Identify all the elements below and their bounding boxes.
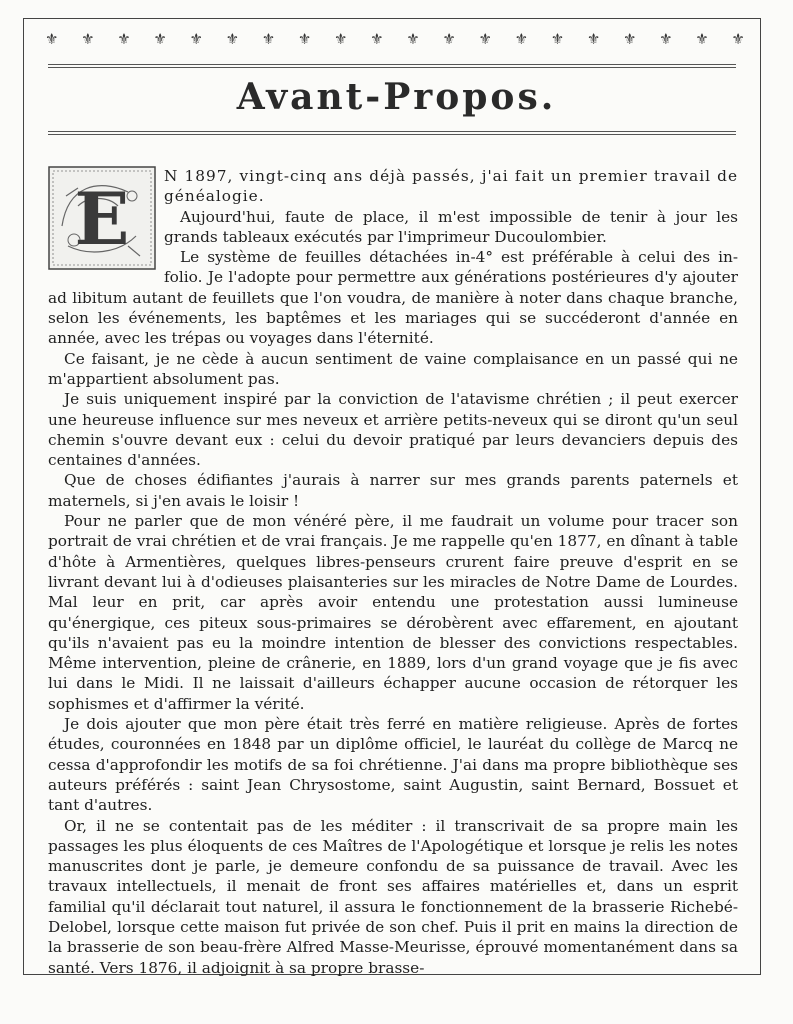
paragraph: Je dois ajouter que mon père était très ferré en matière religieuse. Après de fortes études, couronnées en 1848 par un diplôme officiel, le lauréat du collège de Marcq ne cessa d'approfondir les motifs de sa foi chrétienne. J'ai dans ma propre bibliothèque ses auteurs préférés : saint Jean Chrysostome, saint Augustin, saint Bernard, Bossuet et tant d'autres. <box>48 715 738 815</box>
paragraph: Pour ne parler que de mon vénéré père, il me faudrait un volume pour tracer son portrait de vrai chrétien et de vrai français. Je me rappelle qu'en 1877, en dînant à table d'hôte à Armentières, quelques libres-penseurs crurent faire preuve d'esprit en se livrant devant lui à d'odieuses plaisanteries sur les miracles de Notre Dame de Lourdes. Mal leur en prit, car après avoir entendu une protestation aussi lumineuse qu'énergique, ces piteux sous-primaires se dérobèrent avec effarement, en ajoutant qu'ils n'avaient pas eu la moindre intention de blesser des convictions respectables. Même intervention, pleine de crânerie, en 1889, lors d'un grand voyage que je fis avec lui dans le Midi. Il ne laissait d'ailleurs échapper aucune occasion de rétorquer les sophismes et d'affirmer la vérité. <box>48 512 738 713</box>
fleur-de-lis-icon: ⚜ <box>586 30 601 48</box>
drop-cap-letter: E <box>74 176 130 261</box>
paragraph: Ce faisant, je ne cède à aucun sentiment de vaine complaisance en un passé qui ne m'appartient absolument pas. <box>48 349 738 388</box>
title-rule-bottom <box>48 131 736 132</box>
title-rule-top <box>48 64 736 65</box>
fleur-de-lis-icon: ⚜ <box>442 30 456 48</box>
fleur-de-lis-icon: ⚜ <box>189 30 203 48</box>
fleur-de-lis-icon: ⚜ <box>81 30 95 48</box>
paragraph: Le système de feuilles détachées in-4° est préférable à celui des in-folio. Je l'adopte pour permettre aux générations postérieures d'y ajouter ad libitum autant de feuillets que l'on voudra, de manière à noter dans chaque branche, selon les événements, les baptêmes et les mariages qui se succéderont d'année en année, avec les trépas ou voyages dans l'éternité. <box>48 248 738 348</box>
paragraph: Je suis uniquement inspiré par la conviction de l'atavisme chrétien ; il peut exercer une heureuse influence sur mes neveux et arrière petits-neveux qui se diront qu'un seul chemin s'ouvre devant eux : celui du devoir pratiqué par leurs devanciers depuis des centaines d'années. <box>48 390 738 470</box>
fleur-de-lis-icon: ⚜ <box>406 30 420 48</box>
fleur-de-lis-icon: ⚜ <box>297 30 312 48</box>
body-text <box>48 166 738 978</box>
title-rule-top-2 <box>48 67 736 68</box>
fleur-de-lis-icon: ⚜ <box>659 30 673 48</box>
fleur-de-lis-icon: ⚜ <box>731 30 745 48</box>
drop-cap-ornament <box>48 166 156 270</box>
title-rule-bottom-2 <box>48 134 736 135</box>
fleur-de-lis-icon: ⚜ <box>334 30 348 48</box>
fleur-de-lis-icon: ⚜ <box>623 30 637 48</box>
fleur-de-lis-icon: ⚜ <box>550 30 565 48</box>
fleur-de-lis-border <box>45 30 745 48</box>
paragraph: Or, il ne se contentait pas de les méditer : il transcrivait de sa propre main les passages les plus éloquents de ces Maîtres de l'Apologétique et lorsque je relis les notes manuscrites dont je parle, je demeure confondu de sa puissance de travail. Avec les travaux intellectuels, il menait de front ses affaires matérielles et, dans un esprit familial qu'il déclarait tout naturel, il assura le fonctionnement de la brasserie Richebé-Delobel, lorsque cette maison fut privée de son chef. Puis il prit en mains la direction de la brasserie de son beau-frère Alfred Masse-Meurisse, éprouvé momentanément dans sa santé. Vers 1876, il adjoignit à sa propre brasse- <box>48 816 738 977</box>
fleur-de-lis-icon: ⚜ <box>225 30 240 48</box>
paragraph: Aujourd'hui, faute de place, il m'est impossible de tenir à jour les grands tableaux exécutés par l'imprimeur Ducoulombier. <box>164 207 738 246</box>
fleur-de-lis-icon: ⚜ <box>45 30 59 48</box>
paragraph: N 1897, vingt-cinq ans déjà passés, j'ai fait un premier travail de généalogie. <box>164 167 738 206</box>
fleur-de-lis-icon: ⚜ <box>261 30 276 48</box>
fleur-de-lis-icon: ⚜ <box>695 30 709 48</box>
fleur-de-lis-icon: ⚜ <box>370 30 384 48</box>
paragraph: Que de choses édifiantes j'aurais à narrer sur mes grands parents paternels et maternels, si j'en avais le loisir ! <box>48 471 738 510</box>
fleur-de-lis-icon: ⚜ <box>117 30 131 48</box>
fleur-de-lis-icon: ⚜ <box>153 30 167 48</box>
page-title: Avant-Propos. <box>236 76 557 118</box>
fleur-de-lis-icon: ⚜ <box>514 30 529 48</box>
fleur-de-lis-icon: ⚜ <box>478 30 492 48</box>
